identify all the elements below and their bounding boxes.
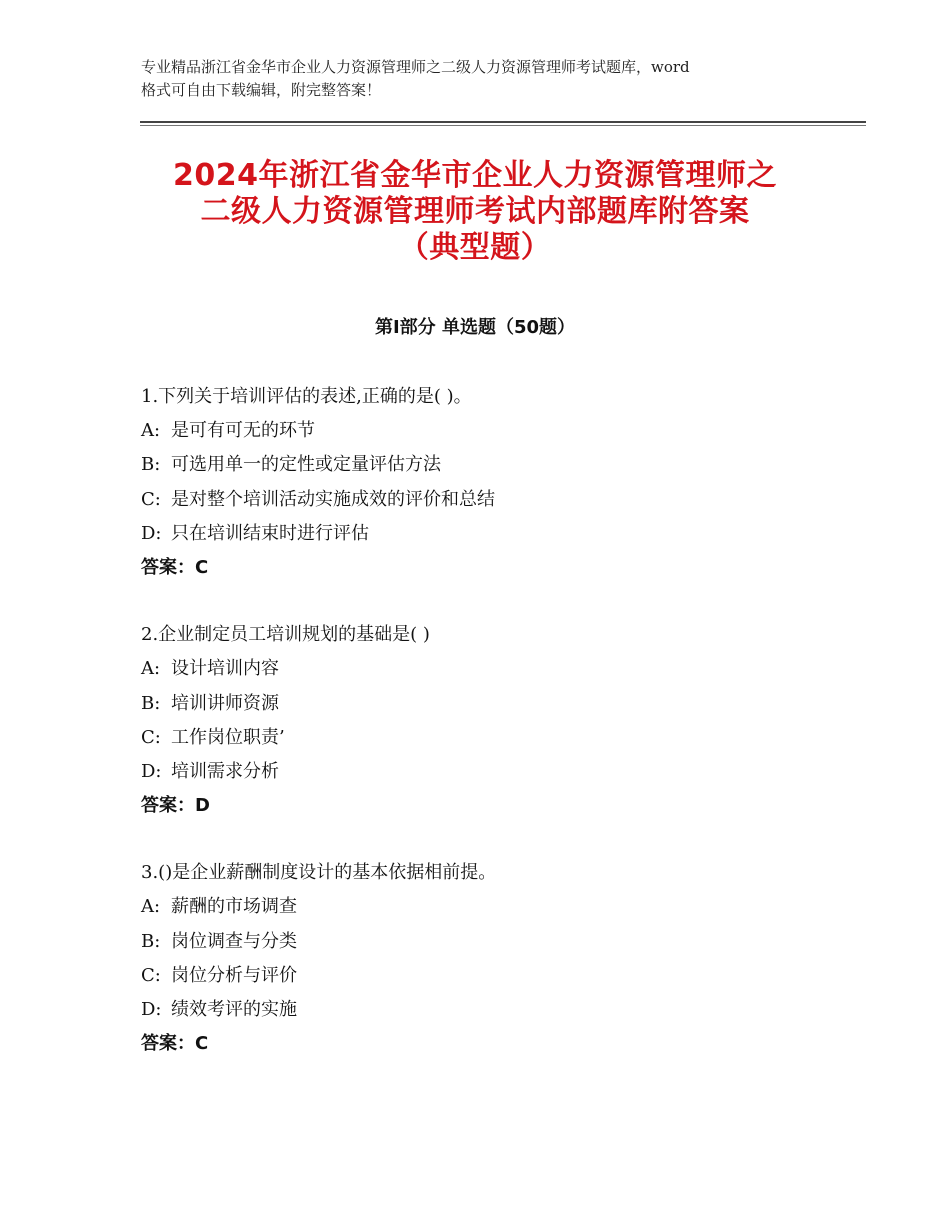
option-letter: A: (141, 420, 161, 442)
option-letter: B: (141, 692, 161, 714)
option-letter: B: (141, 454, 161, 476)
question-stem: 2.企业制定员工培训规划的基础是( ) (141, 624, 430, 646)
document-title-line-3: （典型题） (398, 230, 552, 265)
option-a (141, 890, 861, 924)
answer-line: 答案：C (141, 556, 209, 578)
question-1 (141, 380, 861, 585)
option-d (141, 993, 861, 1027)
option-d (141, 755, 861, 789)
option-text: 可选用单一的定性或定量评估方法 (171, 454, 441, 476)
option-text: 岗位调查与分类 (171, 930, 297, 952)
option-c (141, 721, 861, 755)
question-2 (141, 618, 861, 823)
option-letter: C: (141, 964, 161, 986)
option-c (141, 959, 861, 993)
question-list (141, 380, 861, 1094)
header-divider-thick (140, 121, 866, 123)
option-text: 岗位分析与评价 (171, 964, 297, 986)
option-text: 工作岗位职责’ (171, 726, 285, 748)
answer-line: 答案：C (141, 1033, 209, 1055)
option-c (141, 483, 861, 517)
answer-line: 答案：D (141, 795, 210, 817)
option-letter: B: (141, 930, 161, 952)
option-letter: D: (141, 522, 162, 544)
option-text: 只在培训结束时进行评估 (171, 522, 369, 544)
header-note-line-1: 专业精品浙江省金华市企业人力资源管理师之二级人力资源管理师考试题库，word (141, 58, 690, 76)
option-text: 培训讲师资源 (171, 692, 279, 714)
option-b (141, 448, 861, 482)
header-note-line-2: 格式可自由下载编辑，附完整答案！ (141, 81, 382, 99)
document-title-line-2: 二级人力资源管理师考试内部题库附答案 (200, 194, 750, 229)
option-b (141, 925, 861, 959)
header-note (141, 56, 841, 102)
option-text: 薪酬的市场调查 (171, 896, 297, 918)
question-3 (141, 856, 861, 1061)
question-stem: 1.下列关于培训评估的表述,正确的是( )。 (141, 386, 472, 407)
document-title-line-1: 2024年浙江省金华市企业人力资源管理师之 (173, 158, 777, 193)
option-letter: C: (141, 726, 161, 748)
document-title (100, 158, 850, 266)
option-d (141, 517, 861, 551)
option-letter: C: (141, 488, 161, 510)
option-letter: A: (141, 896, 161, 918)
option-text: 培训需求分析 (171, 760, 279, 782)
option-text: 是对整个培训活动实施成效的评价和总结 (171, 488, 495, 510)
option-text: 是可有可无的环节 (171, 420, 315, 442)
section-heading: 第Ⅰ部分 单选题（50题） (374, 317, 575, 338)
option-a (141, 652, 861, 686)
header-divider-thin (140, 125, 866, 126)
option-b (141, 687, 861, 721)
question-stem: 3.()是企业薪酬制度设计的基本依据相前提。 (141, 862, 497, 884)
option-a (141, 414, 861, 448)
option-text: 绩效考评的实施 (171, 999, 297, 1020)
option-letter: A: (141, 658, 161, 680)
option-letter: D: (141, 999, 162, 1020)
option-text: 设计培训内容 (171, 658, 279, 680)
option-letter: D: (141, 760, 162, 782)
